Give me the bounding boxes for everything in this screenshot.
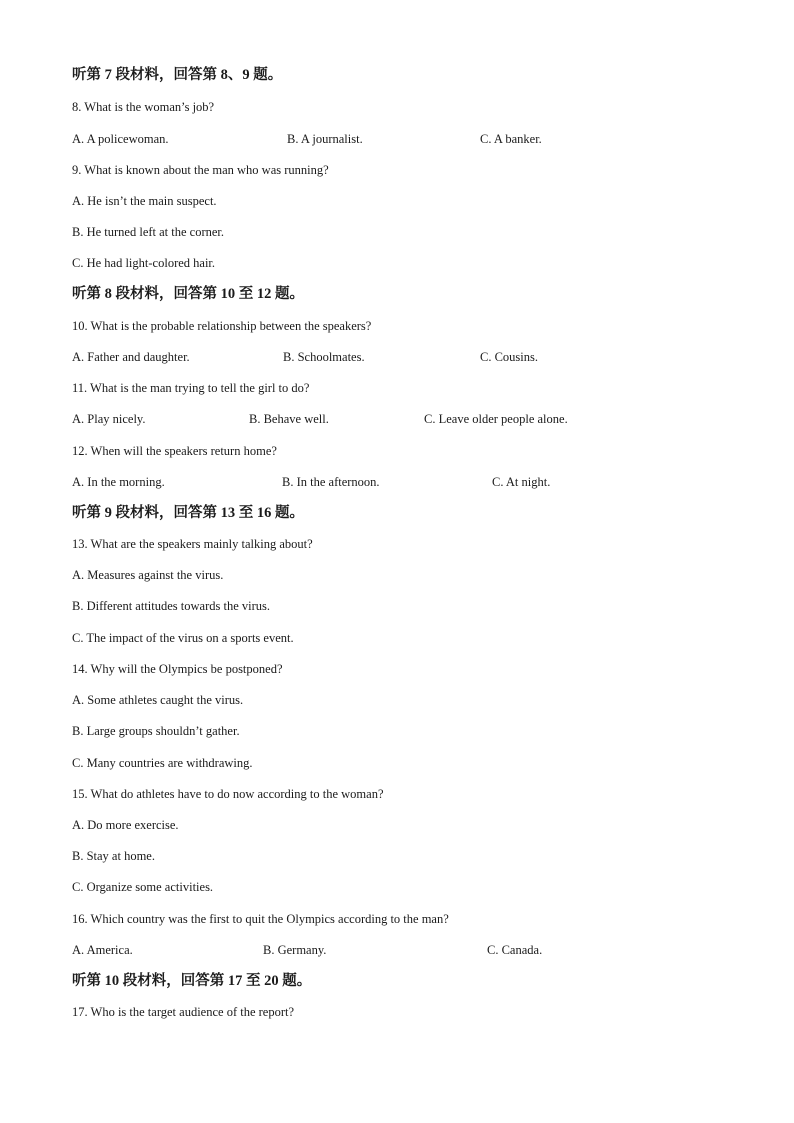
question-text: 17. Who is the target audience of the report? [72, 1005, 295, 1019]
section-header: 听第 9 段材料，回答第 13 至 16 题。 [72, 505, 304, 521]
option-b: B. Germany. [263, 943, 327, 957]
option-b: B. Behave well. [249, 412, 329, 426]
option-a: A. America. [72, 943, 133, 957]
option-a: A. Do more exercise. [72, 818, 179, 832]
option-c: C. Leave older people alone. [424, 412, 568, 426]
option-a: A. A policewoman. [72, 132, 169, 146]
section-header: 听第 10 段材料，回答第 17 至 20 题。 [72, 973, 312, 989]
option-c: C. Organize some activities. [72, 880, 214, 894]
option-a: A. In the morning. [72, 475, 165, 489]
option-b: B. Large groups shouldn’t gather. [72, 724, 240, 738]
option-a: A. Some athletes caught the virus. [72, 693, 244, 707]
question-text: 10. What is the probable relationship between the speakers? [72, 319, 372, 333]
option-b: B. Different attitudes towards the virus. [72, 599, 270, 613]
option-a: A. He isn’t the main suspect. [72, 194, 217, 208]
question-text: 13. What are the speakers mainly talking about? [72, 537, 313, 551]
question-text: 9. What is known about the man who was running? [72, 163, 329, 177]
option-a: A. Father and daughter. [72, 350, 190, 364]
option-b: B. He turned left at the corner. [72, 225, 225, 239]
option-c: C. The impact of the virus on a sports event. [72, 631, 294, 645]
option-a: A. Measures against the virus. [72, 568, 224, 582]
section-header: 听第 8 段材料，回答第 10 至 12 题。 [72, 286, 304, 302]
question-text: 8. What is the woman’s job? [72, 100, 215, 114]
option-c: C. At night. [492, 475, 551, 489]
option-c: C. Canada. [487, 943, 543, 957]
option-b: B. In the afternoon. [282, 475, 380, 489]
question-text: 14. Why will the Olympics be postponed? [72, 662, 283, 676]
section-header: 听第 7 段材料，回答第 8、9 题。 [72, 67, 283, 83]
question-text: 11. What is the man trying to tell the girl to do? [72, 381, 310, 395]
option-c: C. Many countries are withdrawing. [72, 756, 253, 770]
option-b: B. A journalist. [287, 132, 363, 146]
option-c: C. He had light-colored hair. [72, 256, 216, 270]
option-c: C. A banker. [480, 132, 542, 146]
question-text: 16. Which country was the first to quit the Olympics according to the man? [72, 912, 449, 926]
option-a: A. Play nicely. [72, 412, 146, 426]
question-text: 12. When will the speakers return home? [72, 444, 277, 458]
option-b: B. Schoolmates. [283, 350, 365, 364]
question-text: 15. What do athletes have to do now according to the woman? [72, 787, 384, 801]
option-c: C. Cousins. [480, 350, 539, 364]
option-b: B. Stay at home. [72, 849, 155, 863]
